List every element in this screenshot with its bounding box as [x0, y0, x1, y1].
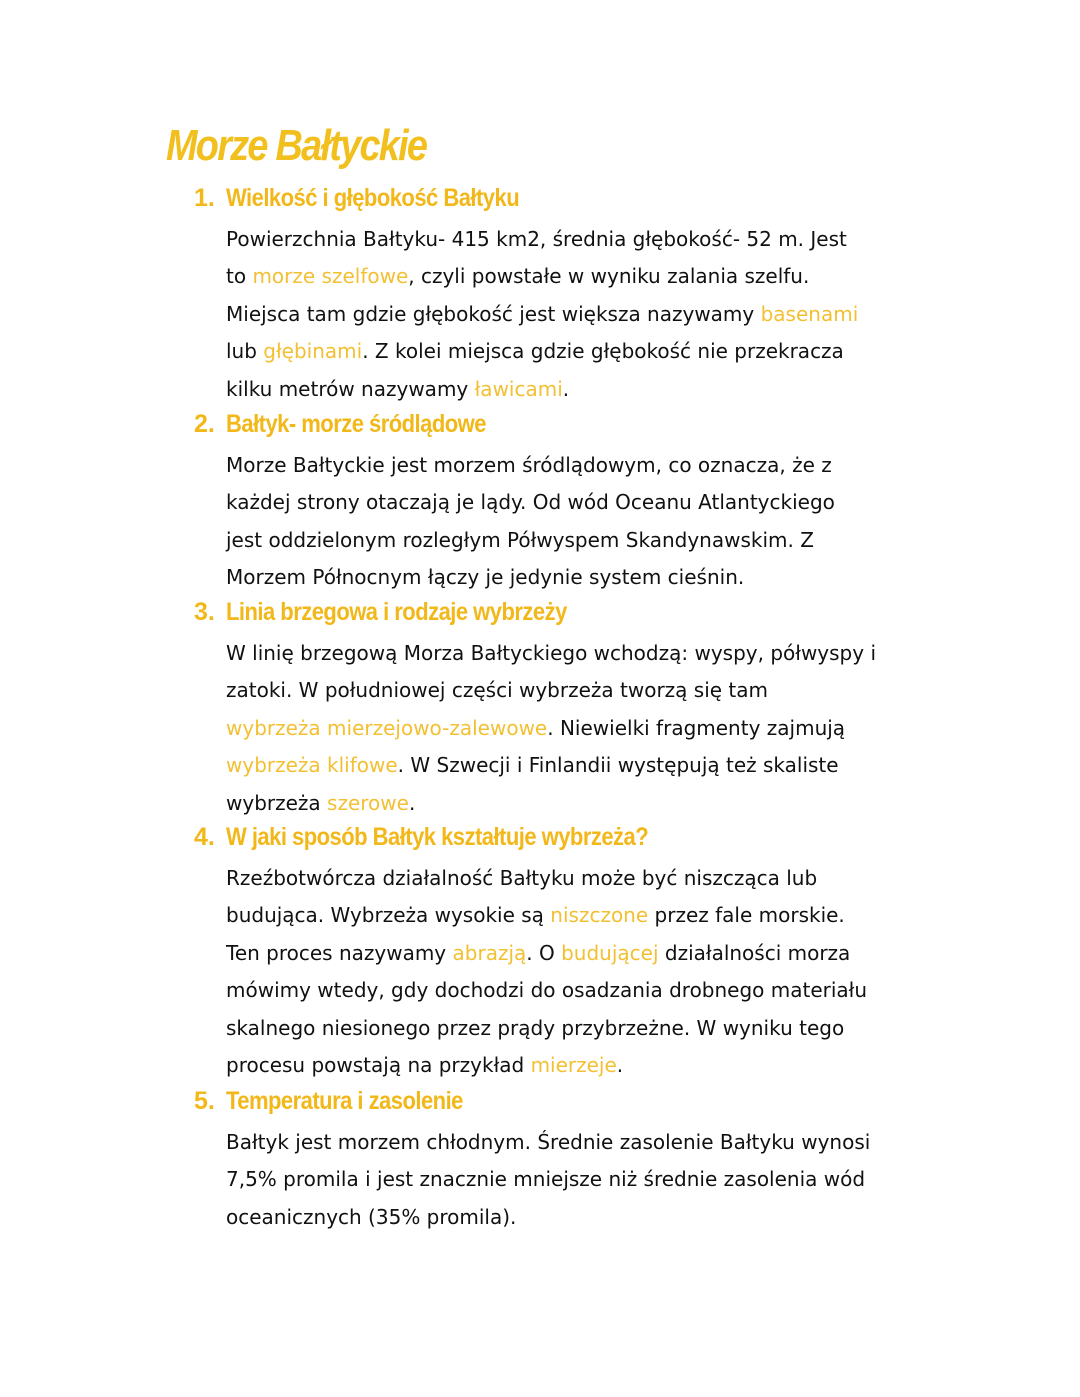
- section-body: [226, 635, 916, 822]
- key-term: mierzeje: [530, 1053, 617, 1078]
- body-line: [226, 484, 916, 521]
- section-number: 1.: [194, 184, 215, 212]
- body-text: . Niewielki fragmenty zajmują: [547, 715, 846, 740]
- body-text: Miejsca tam gdzie głębokość jest większa nazywamy: [226, 301, 761, 326]
- body-line: [226, 1124, 916, 1161]
- body-text: . Z kolei miejsca gdzie głębokość nie przekracza: [362, 339, 844, 364]
- body-line: [226, 296, 916, 333]
- body-line: [226, 522, 916, 559]
- key-term: niszczone: [550, 903, 649, 928]
- body-text: kilku metrów nazywamy: [226, 376, 475, 401]
- body-text: , czyli powstałe w wyniku zalania szelfu.: [408, 264, 810, 289]
- section-number: 3.: [194, 598, 215, 626]
- body-text: to: [226, 264, 253, 289]
- body-line: [226, 710, 916, 747]
- body-text: Rzeźbotwórcza działalność Bałtyku może być niszcząca lub: [226, 866, 818, 890]
- body-text: wybrzeża: [226, 790, 328, 815]
- body-line: [226, 672, 916, 709]
- body-text: procesu powstają na przykład: [226, 1053, 531, 1078]
- body-line: [226, 371, 916, 408]
- section-heading: Temperatura i zasolenie: [226, 1087, 463, 1115]
- section-body: [226, 860, 916, 1084]
- key-term: wybrzeża klifowe: [226, 753, 398, 778]
- body-text: Bałtyk jest morzem chłodnym. Średnie zasolenie Bałtyku wynosi: [226, 1130, 871, 1154]
- body-line: [226, 1161, 916, 1198]
- section-body: [226, 447, 916, 597]
- body-text: . W Szwecji i Finlandii występują też skaliste: [397, 753, 839, 778]
- section-number: 4.: [194, 823, 215, 851]
- body-text: skalnego niesionego przez prądy przybrzeżne. W wyniku tego: [226, 1015, 845, 1040]
- body-text: Powierzchnia Bałtyku- 415 km2, średnia głębokość- 52 m. Jest: [226, 227, 847, 251]
- section-body: [226, 221, 916, 408]
- body-line: [226, 559, 916, 596]
- body-line: [226, 897, 916, 934]
- key-term: głębinami: [263, 339, 363, 364]
- key-term: szerowe: [327, 790, 409, 815]
- section-body: [226, 1124, 916, 1236]
- section-heading: Wielkość i głębokość Bałtyku: [226, 184, 520, 212]
- body-text: przez fale morskie.: [648, 903, 845, 928]
- body-text: Morzem Północnym łączy je jedynie system cieśnin.: [226, 565, 745, 590]
- body-text: budująca. Wybrzeża wysokie są: [226, 903, 551, 928]
- section-heading: Linia brzegowa i rodzaje wybrzeży: [226, 598, 567, 626]
- body-text: Morze Bałtyckie jest morzem śródlądowym, co oznacza, że z: [226, 453, 832, 477]
- body-line: [226, 972, 916, 1009]
- body-text: oceanicznych (35% promila).: [226, 1204, 517, 1229]
- body-line: [226, 1047, 916, 1084]
- body-line: [226, 935, 916, 972]
- body-text: zatoki. W południowej części wybrzeża tworzą się tam: [226, 678, 768, 703]
- key-term: basenami: [760, 301, 859, 326]
- section-number: 5.: [194, 1087, 215, 1115]
- body-text: jest oddzielonym rozległym Półwyspem Skandynawskim. Z: [226, 527, 814, 552]
- body-text: .: [562, 376, 570, 401]
- body-text: lub: [226, 339, 264, 364]
- body-text: W linię brzegową Morza Bałtyckiego wchodzą: wyspy, półwyspy i: [226, 641, 876, 665]
- section-number: 2.: [194, 410, 215, 438]
- body-text: . O: [526, 940, 562, 965]
- section-heading: W jaki sposób Bałtyk kształtuje wybrzeża?: [226, 823, 649, 851]
- body-line: [226, 747, 916, 784]
- body-text: .: [408, 790, 416, 815]
- body-line: [226, 1199, 916, 1236]
- body-line: [226, 635, 916, 672]
- body-line: [226, 860, 916, 897]
- body-line: [226, 333, 916, 370]
- body-text: 7,5% promila i jest znacznie mniejsze niż średnie zasolenia wód: [226, 1167, 866, 1192]
- body-text: każdej strony otaczają je lądy. Od wód Oceanu Atlantyckiego: [226, 490, 835, 515]
- body-line: [226, 258, 916, 295]
- key-term: abrazją: [452, 940, 527, 965]
- key-term: ławicami: [474, 376, 563, 401]
- body-line: [226, 221, 916, 258]
- body-line: [226, 447, 916, 484]
- document-title: Morze Bałtyckie: [166, 121, 427, 170]
- key-term: wybrzeża mierzejowo-zalewowe: [226, 715, 548, 740]
- key-term: morze szelfowe: [252, 264, 409, 289]
- body-text: Ten proces nazywamy: [226, 940, 453, 965]
- section-heading: Bałtyk- morze śródlądowe: [226, 410, 486, 438]
- body-text: działalności morza: [658, 940, 851, 965]
- body-line: [226, 1010, 916, 1047]
- key-term: budującej: [561, 940, 659, 965]
- body-text: mówimy wtedy, gdy dochodzi do osadzania drobnego materiału: [226, 978, 868, 1003]
- body-text: .: [616, 1053, 624, 1078]
- body-line: [226, 785, 916, 822]
